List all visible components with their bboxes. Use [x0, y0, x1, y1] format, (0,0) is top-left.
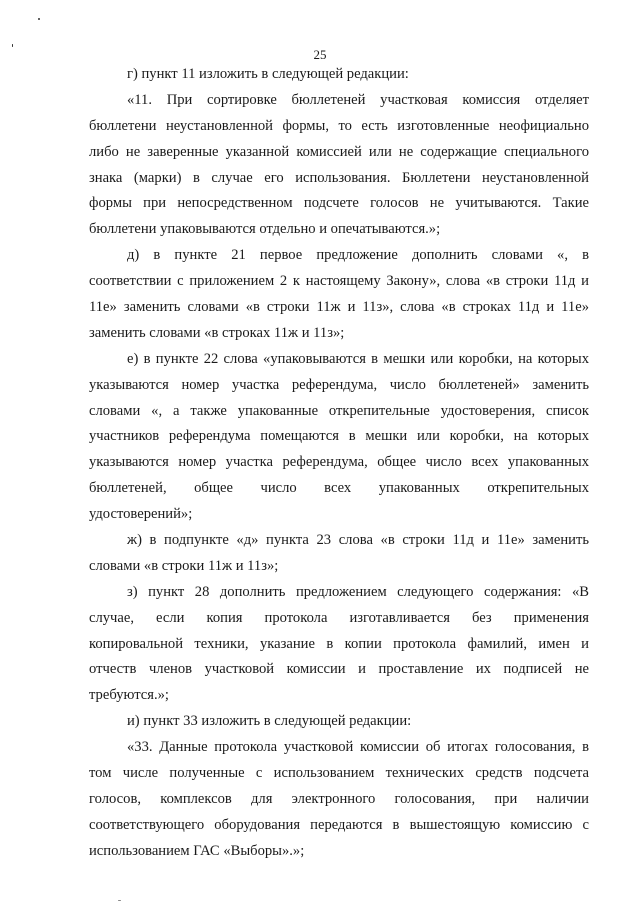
text-line: соответствии с приложением 2 к настоящему Закону», слова «в строки 11д и	[89, 273, 589, 290]
text-line: бюллетени неустановленной формы, то есть изготовленные неофициально	[89, 117, 589, 134]
text-line: копировальной техники, указание в копии протокола фамилий, имен и	[89, 635, 589, 652]
text-line: либо не заверенные указанной комиссией или не содержащие специального	[89, 143, 589, 160]
text-line: указываются номер участка референдума, общее число всех упакованных	[89, 454, 589, 471]
text-line: том числе полученные с использованием технических средств подсчета	[89, 765, 589, 782]
text-line: 11е» заменить словами «в строки 11ж и 11з», слова «в строках 11д и 11е»	[89, 299, 589, 316]
text-line: требуются.»;	[89, 687, 169, 704]
text-line: случае, если копия протокола изготавливается без применения	[89, 609, 589, 626]
document-body	[89, 62, 589, 865]
text-line: знака (марки) в случае его использования. Бюллетени неустановленной	[89, 169, 589, 186]
text-line: словами «в строки 11ж и 11з»;	[89, 557, 279, 574]
text-line: д) в пункте 21 первое предложение дополнить словами «, в	[127, 247, 589, 264]
text-line: и) пункт 33 изложить в следующей редакции:	[127, 713, 412, 730]
text-line: участников референдума помещаются в мешки или коробки, на которых	[89, 428, 589, 445]
text-line: соответствующего оборудования передаются в вышестоящую комиссию с	[89, 816, 589, 833]
text-line: «33. Данные протокола участковой комиссии об итогах голосования, в	[127, 739, 589, 756]
text-line: бюллетени упаковываются отдельно и опечатываются.»;	[89, 221, 441, 238]
text-line: е) в пункте 22 слова «упаковываются в мешки или коробки, на которых	[127, 350, 589, 367]
text-line: отчеств членов участковой комиссии и проставление их подписей не	[89, 661, 589, 678]
text-line: удостоверений»;	[89, 506, 193, 523]
text-line: г) пункт 11 изложить в следующей редакции:	[127, 66, 409, 82]
text-line: голосов, комплексов для электронного голосования, при наличии	[89, 790, 589, 807]
text-line: указываются номер участка референдума, число бюллетеней» заменить	[89, 376, 589, 393]
text-line: словами «, а также упакованные открепительные удостоверения, список	[89, 402, 589, 419]
text-line: бюллетеней, общее число всех упакованных открепительных	[89, 480, 589, 497]
text-line: з) пункт 28 дополнить предложением следующего содержания: «В	[127, 583, 589, 600]
text-line: «11. При сортировке бюллетеней участковая комиссия отделяет	[127, 91, 589, 108]
text-line: использованием ГАС «Выборы».»;	[89, 842, 305, 859]
text-line: формы при непосредственном подсчете голосов не учитываются. Такие	[89, 195, 589, 212]
text-line: заменить словами «в строках 11ж и 11з»;	[89, 324, 345, 341]
page-number: 25	[313, 47, 327, 62]
scan-speck	[118, 900, 121, 901]
scan-speck	[38, 18, 40, 20]
text-line: ж) в подпункте «д» пункта 23 слова «в строки 11д и 11е» заменить	[127, 532, 589, 549]
